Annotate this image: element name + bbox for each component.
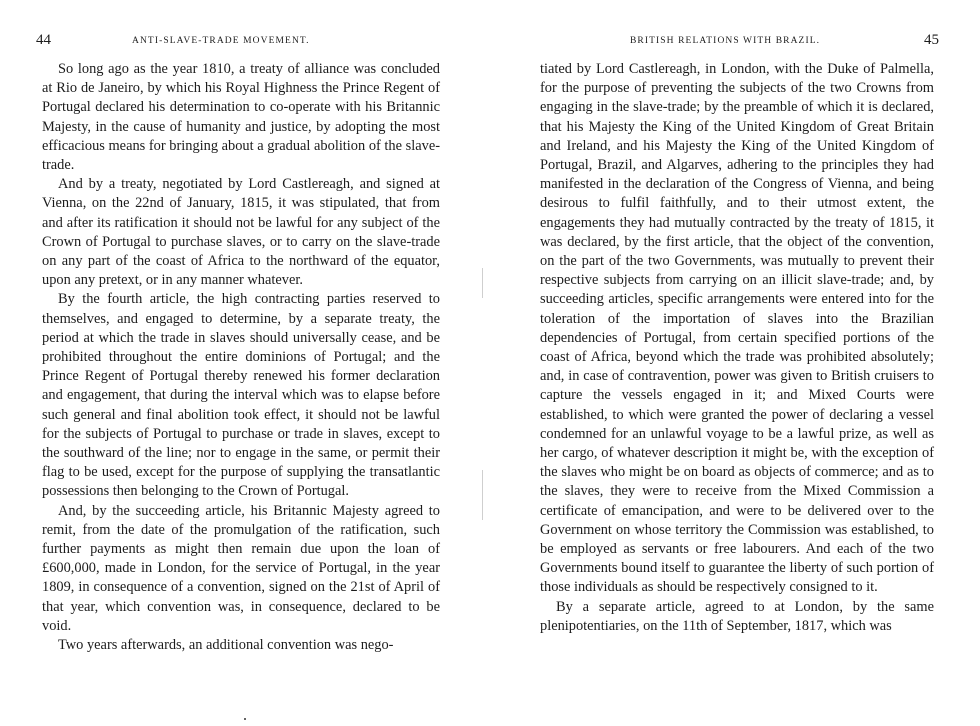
gutter-scan-mark [482,268,483,298]
right-running-head [490,32,980,52]
right-running-title: BRITISH RELATIONS WITH BRAZIL. [630,36,821,46]
right-paragraph-2: By a separate article, agreed to at London, by the same plenipotentiaries, on the 11th of September, 1817, which was [540,598,934,634]
left-running-title: ANTI-SLAVE-TRADE MOVEMENT. [132,36,310,46]
left-paragraph-1: So long ago as the year 1810, a treaty of alliance was concluded at Rio de Janeiro, by which his Royal Highness the Prince Regent of Portugal declared his determination to co-operate with his Britannic Majesty, in the cause of humanity and justice, by adopting the most efficacious means for bringing about a gradual abolition of the slave-trade. [42,61,440,174]
left-paragraph-2: And by a treaty, negotiated by Lord Castlereagh, and signed at Vienna, on the 22nd of January, 1815, it was stipulated, that from and after its ratification it should not be lawful for any subject of the Crown of Portugal to purchase slaves, or to carry on the slave-trade on any part of the coast of Africa to the northward of the equator, upon any pretext, or in any manner whatever. [42,176,440,289]
left-running-head [0,32,490,52]
right-page-body [540,60,934,636]
scan-speck [244,718,246,720]
right-page-number: 45 [924,32,939,48]
gutter-scan-mark [482,470,483,520]
left-paragraph-5: Two years afterwards, an additional convention was nego- [58,637,394,654]
left-page-number: 44 [36,32,51,48]
right-paragraph-1: tiated by Lord Castlereagh, in London, with the Duke of Palmella, for the purpose of preventing the subjects of the two Crowns from engaging in the slave-trade; by the preamble of which it is declared, that his Majesty the King of the United Kingdom of Great Britain and Ireland, and his Majesty the King of the United Kingdom of Portugal, Brazil, and Algarves, adhering to the principles they had manifested in the declaration of the Congress of Vienna, and being desirous to fulfil faithfully, and to their utmost extent, the engagements they had mutually contracted by the treaty of 1815, it was declared, by the first article, that the object of the convention, on the part of the two Governments, was mutually to prevent their respective subjects from carrying on an illicit slave-trade; and, by succeeding articles, specific arrangements were entered into for the toleration of the importation of slaves into the Brazilian dependencies of Portugal, from certain specified portions of the coast of Africa, beyond which the trade was prohibited absolutely; and, in case of contravention, power was given to British cruisers to capture the vessels engaged in it; and Mixed Courts were established, to which were granted the power of declaring a vessel condemned for an unlawful voyage to be a lawful prize, as well as her cargo, of whatever description it might be, with the exception of the slaves who might be on board as objects of commerce; and as to the slaves, they were to receive from the Mixed Commission a certificate of emancipation, and were to be delivered over to the Government on whose territory the Commission was established, to be employed as servants or free labourers. And each of the two Governments bound itself to guarantee the liberty of such portion of those individuals as should be respectively consigned to it. [540,61,934,596]
left-paragraph-3: By the fourth article, the high contracting parties reserved to themselves, and engaged to determine, by a separate treaty, the period at which the trade in slaves should universally cease, and be prohibited throughout the entire dominions of Portugal; and the Prince Regent of Portugal thereby renewed his former declaration and engagement, that during the interval which was to elapse before such general and final abolition took effect, it should not be lawful for the subjects of Portugal to purchase or trade in slaves, except to the southward of the line; nor to engage in the same, or permit their flag to be used, except for the purpose of supplying the transatlantic possessions then belonging to the Crown of Portugal. [42,291,440,500]
left-page-body [42,60,440,655]
right-page [490,0,980,726]
left-paragraph-4: And, by the succeeding article, his Britannic Majesty agreed to remit, from the date of the promulgation of the ratification, such further payments as might then remain due upon the loan of £600,000, made in London, for the service of Portugal, in the year 1809, in consequence of a convention, signed on the 21st of April of that year, which convention was, in consequence, declared to be void. [42,502,440,634]
